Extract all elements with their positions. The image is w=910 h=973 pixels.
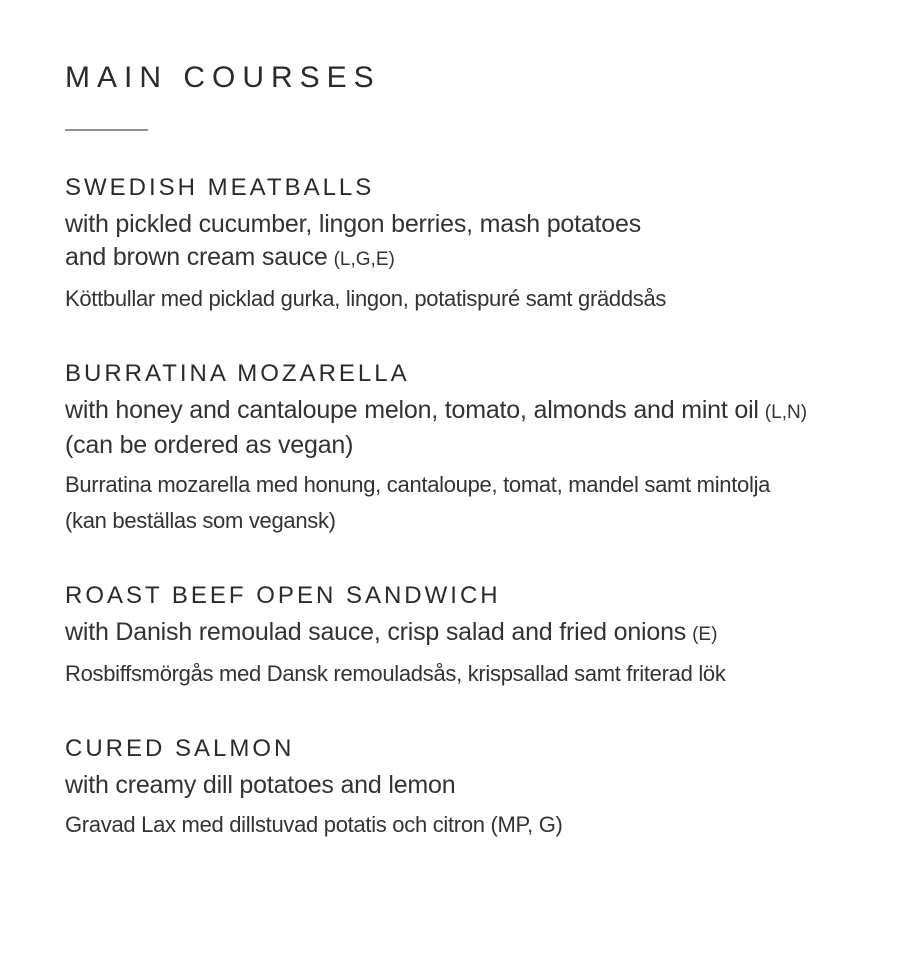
dish-description-swedish	[65, 281, 870, 317]
swedish-text: Burratina mozarella med honung, cantaloupe, tomat, mandel samt mintolja	[65, 472, 771, 497]
dish-name: ROAST BEEF OPEN SANDWICH	[65, 582, 501, 609]
page-title: MAIN COURSES	[65, 61, 381, 94]
menu-item-roast-beef-open-sandwich	[65, 581, 870, 692]
swedish-text: Rosbiffsmörgås med Dansk remouladsås, krispsallad samt friterad lök	[65, 661, 726, 686]
swedish-text: Köttbullar med picklad gurka, lingon, potatispuré samt gräddsås	[65, 286, 667, 311]
swedish-text: (kan beställas som vegansk)	[65, 508, 336, 533]
description-text: with creamy dill potatoes and lemon	[65, 771, 456, 799]
title-divider	[65, 129, 148, 131]
dish-description-swedish	[65, 467, 870, 539]
dish-name: CURED SALMON	[65, 735, 295, 762]
swedish-text: Gravad Lax med dillstuvad potatis och citron (MP, G)	[65, 812, 563, 837]
allergen-codes: (E)	[692, 624, 718, 645]
dish-description-swedish	[65, 807, 870, 843]
menu-list	[65, 173, 870, 843]
dish-description-swedish	[65, 656, 870, 692]
dish-description-line	[65, 429, 870, 462]
dish-name: BURRATINA MOZARELLA	[65, 360, 410, 387]
description-text: with honey and cantaloupe melon, tomato, almonds and mint oil	[65, 396, 759, 424]
dish-description-line	[65, 241, 870, 276]
description-text: and brown cream sauce	[65, 243, 328, 271]
dish-name: SWEDISH MEATBALLS	[65, 174, 375, 201]
menu-item-swedish-meatballs	[65, 173, 870, 317]
allergen-codes: (L,G,E)	[333, 249, 395, 270]
dish-description-line	[65, 394, 870, 429]
dish-description-line	[65, 616, 870, 651]
description-text: with Danish remoulad sauce, crisp salad and fried onions	[65, 618, 687, 646]
menu-item-burratina-mozarella	[65, 359, 870, 539]
menu-item-cured-salmon	[65, 734, 870, 843]
allergen-codes: (L,N)	[764, 402, 808, 423]
description-text: (can be ordered as vegan)	[65, 431, 354, 459]
dish-description-line	[65, 208, 870, 241]
dish-description-line	[65, 769, 870, 802]
description-text: with pickled cucumber, lingon berries, mash potatoes	[65, 210, 642, 238]
